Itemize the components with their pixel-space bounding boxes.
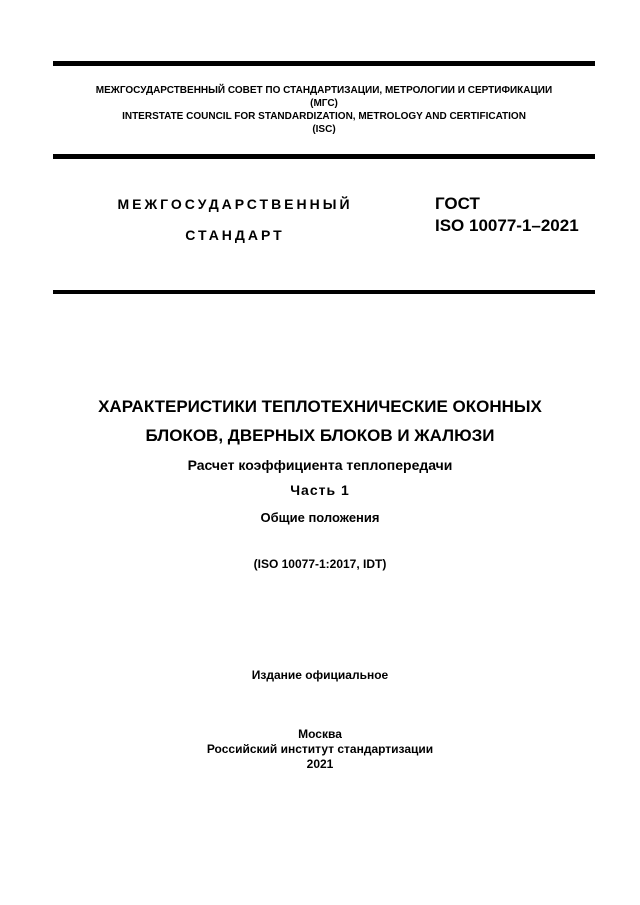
standard-code-line1: ГОСТ [435,194,480,213]
standard-code-line2: ISO 10077-1–2021 [435,216,579,235]
standard-type-line2: СТАНДАРТ [185,227,285,243]
bottom-rule [53,290,595,294]
middle-rule [53,154,595,159]
iso-reference: (ISO 10077-1:2017, IDT) [253,557,387,571]
publisher-city: Москва [298,727,342,741]
top-rule [53,61,595,66]
document-subtitle: Расчет коэффициента теплопередачи [187,457,453,473]
council-name-ru: МЕЖГОСУДАРСТВЕННЫЙ СОВЕТ ПО СТАНДАРТИЗАЦИИ, МЕТРОЛОГИИ И СЕРТИФИКАЦИИ [95,85,553,96]
document-title-line1: ХАРАКТЕРИСТИКИ ТЕПЛОТЕХНИЧЕСКИЕ ОКОННЫХ [98,397,542,416]
edition-label: Издание официальное [251,668,389,682]
standard-type-line1: МЕЖГОСУДАРСТВЕННЫЙ [117,196,353,212]
publication-year: 2021 [306,757,334,771]
document-title-line2: БЛОКОВ, ДВЕРНЫХ БЛОКОВ И ЖАЛЮЗИ [145,426,495,445]
document-part: Часть 1 [290,482,350,498]
publisher-institute: Российский институт стандартизации [206,742,434,756]
council-abbr-ru: (МГС) [310,98,338,109]
council-name-en: INTERSTATE COUNCIL FOR STANDARDIZATION, METROLOGY AND CERTIFICATION [122,111,526,122]
document-part-title: Общие положения [260,510,380,525]
council-header [53,84,595,136]
council-abbr-en: (ISC) [312,124,336,135]
